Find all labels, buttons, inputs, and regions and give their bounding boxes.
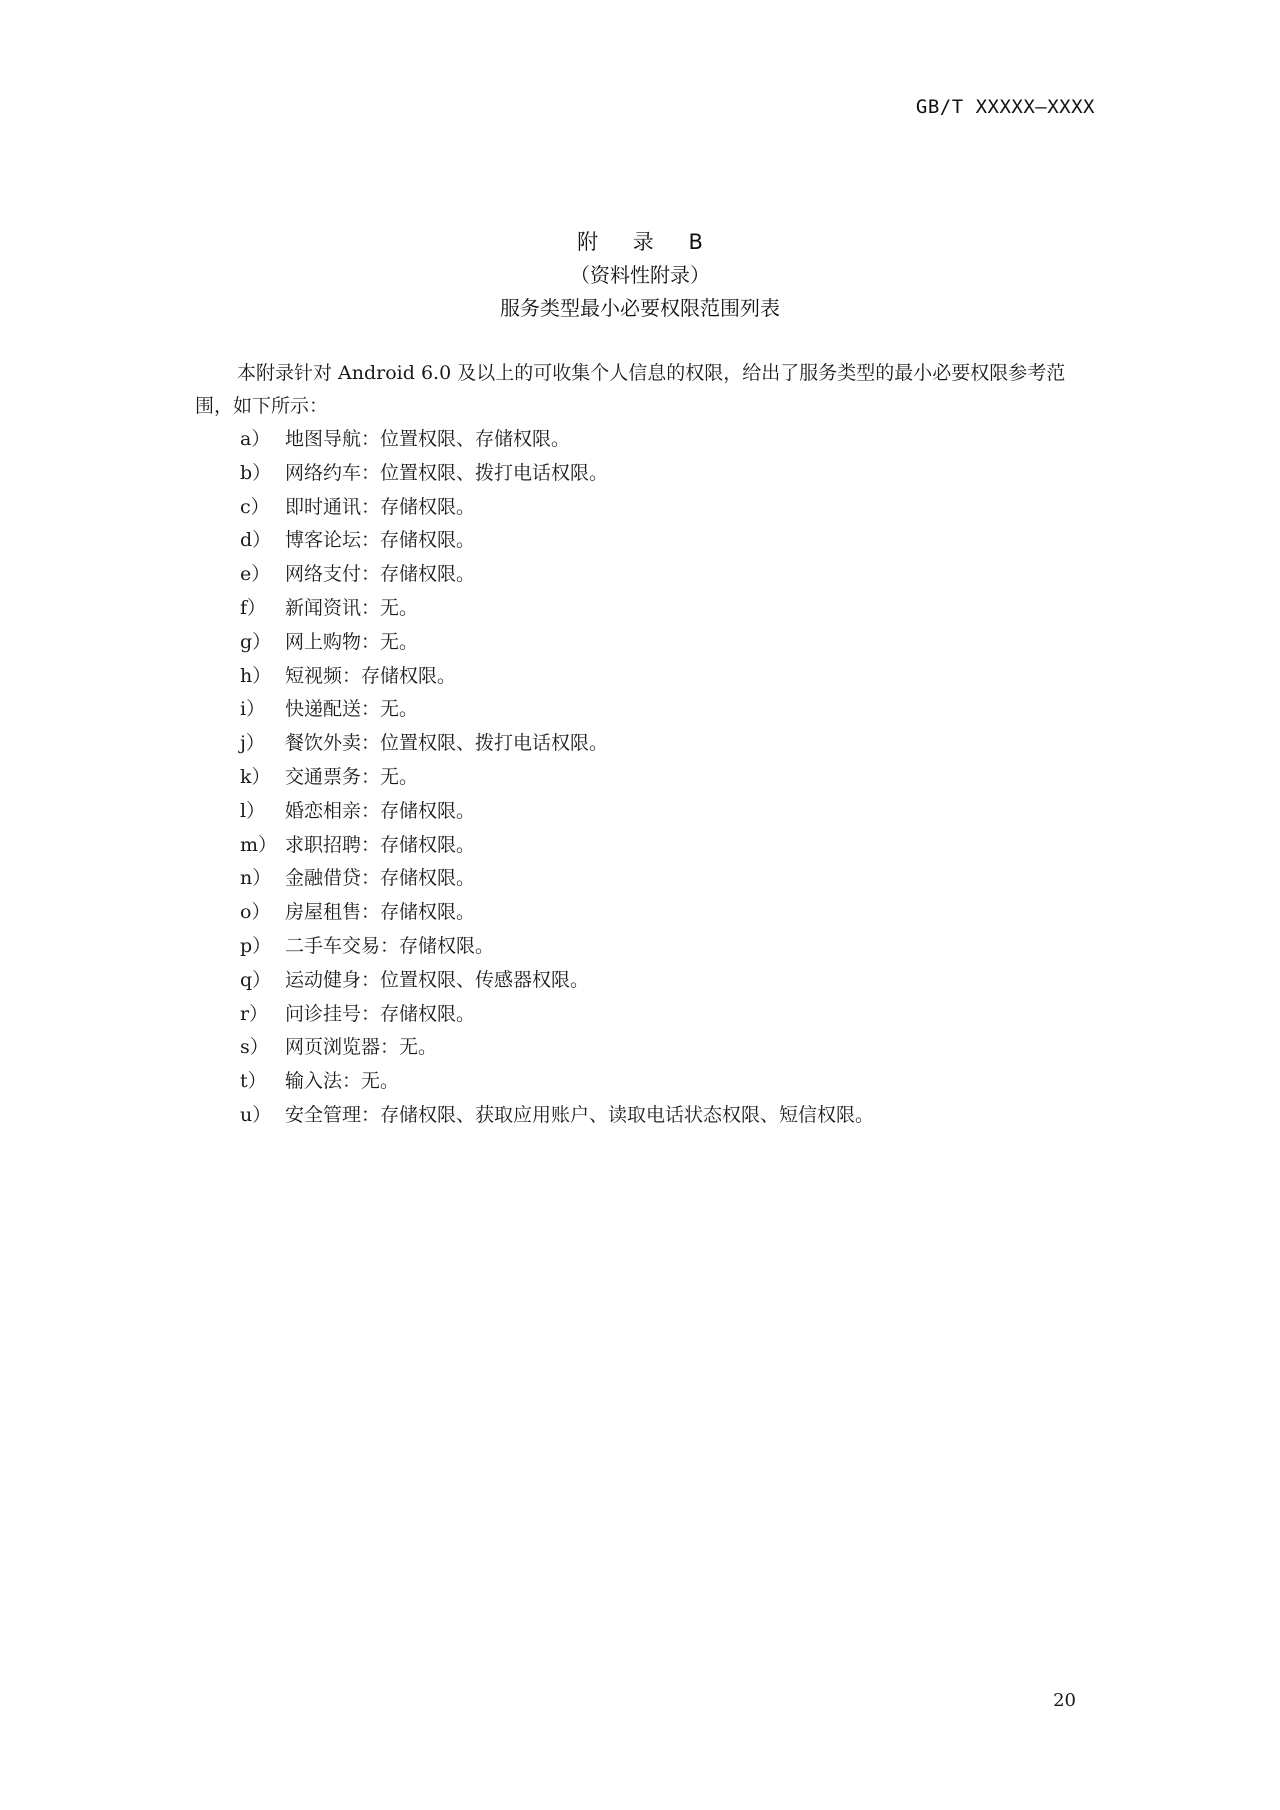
list-item-text: 房屋租售：存储权限。 — [285, 901, 476, 924]
list-item-text: 新闻资讯：无。 — [285, 596, 419, 619]
list-item-text: 婚恋相亲：存储权限。 — [285, 799, 476, 822]
list-item-marker: o） — [240, 901, 271, 924]
list-item-text: 网页浏览器：无。 — [285, 1036, 438, 1059]
permission-list — [195, 423, 1095, 1133]
list-item — [195, 930, 1095, 964]
list-item-text: 网上购物：无。 — [285, 630, 419, 653]
list-item-text: 博客论坛：存储权限。 — [285, 529, 476, 552]
list-item-text: 运动健身：位置权限、传感器权限。 — [285, 968, 590, 991]
list-item-marker: u） — [240, 1103, 272, 1126]
list-item-text: 求职招聘：存储权限。 — [285, 833, 476, 856]
appendix-nature: （资料性附录） — [570, 263, 710, 287]
standard-code: GB/T XXXXX—XXXX — [915, 96, 1095, 118]
list-item — [195, 896, 1095, 930]
list-item — [195, 626, 1095, 660]
list-item-marker: m） — [240, 833, 278, 856]
list-item — [195, 727, 1095, 761]
list-item-marker: b） — [240, 461, 272, 484]
list-item-text: 餐饮外卖：位置权限、拨打电话权限。 — [285, 732, 609, 755]
list-item-marker: s） — [240, 1036, 269, 1059]
appendix-content — [195, 357, 1095, 1133]
list-item-text: 网络约车：位置权限、拨打电话权限。 — [285, 461, 609, 484]
list-item — [195, 660, 1095, 694]
list-item-text: 问诊挂号：存储权限。 — [285, 1002, 476, 1025]
list-item-text: 二手车交易：存储权限。 — [285, 934, 495, 957]
list-item — [195, 1065, 1095, 1099]
list-item-text: 交通票务：无。 — [285, 765, 419, 788]
list-item-marker: d） — [240, 529, 272, 552]
list-item — [195, 1031, 1095, 1065]
list-item-marker: t） — [240, 1070, 267, 1093]
list-item — [195, 862, 1095, 896]
list-item-text: 网络支付：存储权限。 — [285, 563, 476, 586]
appendix-label: 附 录 B — [577, 230, 717, 254]
list-item — [195, 592, 1095, 626]
list-item-marker: i） — [240, 698, 266, 721]
list-item — [195, 457, 1095, 491]
list-item-marker: q） — [240, 968, 272, 991]
appendix-name: 服务类型最小必要权限范围列表 — [500, 296, 780, 320]
list-item-marker: p） — [240, 934, 272, 957]
list-item-marker: g） — [240, 630, 272, 653]
list-item-marker: k） — [240, 765, 271, 788]
list-item-marker: r） — [240, 1002, 269, 1025]
list-item-marker: l） — [240, 799, 266, 822]
list-item-text: 金融借贷：存储权限。 — [285, 867, 476, 890]
list-item-marker: f） — [240, 596, 267, 619]
list-item — [195, 693, 1095, 727]
list-item — [195, 524, 1095, 558]
list-item-marker: c） — [240, 495, 270, 518]
list-item — [195, 998, 1095, 1032]
list-item — [195, 1099, 1095, 1133]
list-item-text: 安全管理：存储权限、获取应用账户、读取电话状态权限、短信权限。 — [285, 1103, 875, 1126]
list-item — [195, 558, 1095, 592]
list-item-text: 即时通讯：存储权限。 — [285, 495, 476, 518]
list-item-marker: a） — [240, 428, 271, 450]
appendix-title-block — [0, 226, 1280, 325]
list-item-text: 短视频：存储权限。 — [285, 664, 457, 687]
list-item-marker: h） — [240, 664, 272, 687]
list-item-marker: j） — [240, 732, 265, 755]
list-item-text: 快递配送：无。 — [285, 698, 419, 721]
page-number: 20 — [1053, 1690, 1076, 1711]
list-item-marker: e） — [240, 563, 271, 586]
list-item — [195, 964, 1095, 998]
list-item-text: 地图导航：位置权限、存储权限。 — [285, 428, 571, 450]
list-item-marker: n） — [240, 867, 272, 890]
list-item — [195, 795, 1095, 829]
list-item — [195, 761, 1095, 795]
list-item — [195, 829, 1095, 863]
list-item-text: 输入法：无。 — [285, 1070, 400, 1093]
list-item — [195, 423, 1095, 457]
intro-paragraph: 本附录针对 Android 6.0 及以上的可收集个人信息的权限，给出了服务类型的最小必要权限参考范围，如下所示： — [195, 362, 1066, 417]
list-item — [195, 491, 1095, 525]
